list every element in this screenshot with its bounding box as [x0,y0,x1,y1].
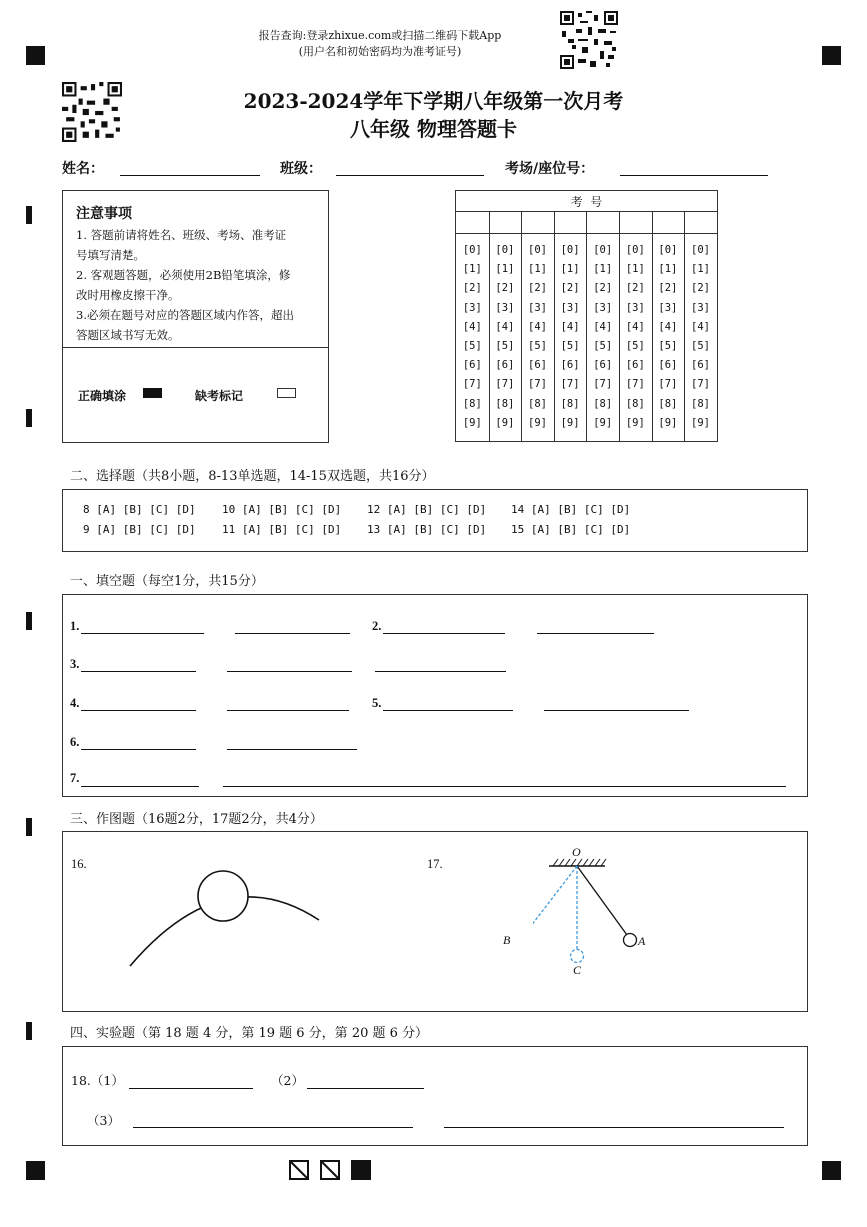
label-b: B [503,933,511,947]
exam-digit-bubble[interactable]: [0] [658,244,678,256]
exam-digit-bubble[interactable]: [1] [495,263,515,276]
label-c: C [573,963,582,977]
exam-digit-bubble[interactable]: [6] [691,359,710,372]
exam-digit-bubble[interactable]: [0] [528,244,547,256]
fill-q5-blank[interactable] [383,710,513,711]
page-title: 2023-2024学年下学期八年级第一次月考 [243,89,624,113]
exam-digit-bubble[interactable]: [5] [593,340,613,353]
exam-digit-bubble[interactable]: [8] [528,397,547,410]
exam-digit-bubble[interactable]: [2] [593,282,613,295]
exam-digit-bubble[interactable]: [9] [495,416,515,429]
fill-q7-blank[interactable] [81,786,199,787]
choice-q14[interactable]: 14 [A] [B] [C] [D] [511,503,631,516]
note-line: 3.必须在题号对应的答题区域内作答，超出 [76,308,294,322]
exam-digit-bubble[interactable]: [3] [691,301,710,314]
exam-digit-bubble[interactable]: [1] [528,263,547,276]
exam-digit-bubble[interactable]: [0] [691,244,710,256]
exam-digit-bubble[interactable]: [5] [462,340,482,353]
exam-digit-bubble[interactable]: [0] [495,244,515,256]
page-marker-crossed [289,1160,309,1180]
exam-digit-bubble[interactable]: [9] [593,416,613,429]
exam-number-grid [455,190,718,442]
fill-q2-blank[interactable] [383,633,505,634]
exp-q18-label: 18.（1） [71,1073,124,1088]
exam-digit-bubble[interactable]: [9] [528,416,547,429]
exam-digit-bubble[interactable]: [5] [625,340,645,353]
exp-part2-label: （2） [271,1073,304,1088]
fill-q3-blank[interactable] [227,671,352,672]
exam-digit-bubble[interactable]: [0] [462,244,482,256]
notes-divider [63,347,328,348]
exam-digit-bubble[interactable]: [3] [495,301,515,314]
fill-q6-blank[interactable] [227,749,357,750]
choice-q11[interactable]: 11 [A] [B] [C] [D] [222,523,342,536]
exam-digit-bubble[interactable]: [6] [593,359,613,372]
report-sub: (用户名和初始密码均为准考证号) [298,45,462,58]
exam-digit-bubble[interactable]: [8] [495,397,515,410]
notes-text [76,225,321,345]
fill-q3-label: 3. [70,657,80,671]
fill-q6-blank[interactable] [81,749,196,750]
exam-number-title: 考 号 [570,195,603,209]
exam-digit-bubble[interactable]: [0] [593,244,613,256]
side-mark [26,409,32,427]
exam-digit-bubble[interactable]: [2] [462,282,482,295]
exam-digit-bubble[interactable]: [2] [495,282,515,295]
draw-q16-label: 16. [71,857,87,871]
fill-box [62,594,808,797]
exam-digit-bubble[interactable]: [5] [691,340,710,353]
exam-digit-bubble[interactable]: [7] [593,378,613,391]
fill-q4-label: 4. [70,696,80,710]
exam-digit-column [619,241,652,433]
exam-digit-bubble[interactable]: [1] [691,263,710,276]
fill-q1-blank[interactable] [81,633,204,634]
exam-digit-bubble[interactable]: [5] [528,340,547,353]
exam-digit-bubble[interactable]: [7] [495,378,515,391]
exam-digit-bubble[interactable]: [8] [625,397,645,410]
exam-digit-bubble[interactable]: [9] [560,416,580,429]
note-line: 1. 答题前请将姓名、班级、考场、准考证 [76,228,287,242]
exam-digit-column [521,241,554,433]
choice-q12[interactable]: 12 [A] [B] [C] [D] [367,503,487,516]
fill-q1-blank[interactable] [235,633,350,634]
choice-box [62,489,808,552]
side-mark [26,206,32,224]
corner-marker-bottom-right [822,1161,841,1180]
exam-digit-bubble[interactable]: [6] [658,359,678,372]
exam-digit-bubble[interactable]: [3] [658,301,678,314]
exam-digit-bubble[interactable]: [4] [691,320,710,333]
name-label: 姓名： [62,161,104,177]
choice-q10[interactable]: 10 [A] [B] [C] [D] [222,503,342,516]
exam-digit-bubble[interactable]: [3] [593,301,613,314]
exp-part3-label: （3） [87,1113,120,1128]
exam-digit-bubble[interactable]: [6] [625,359,645,372]
report-line: 报告查询:登录zhixue.com或扫描二维码下载App [258,29,502,42]
fill-q2-label: 2. [372,619,382,633]
fill-q4-blank[interactable] [81,710,196,711]
page-marker-crossed [320,1160,340,1180]
note-line: 2. 客观题答题，必须使用2B铅笔填涂，修 [76,268,291,282]
side-mark [26,1022,32,1040]
exam-digit-column [652,241,685,433]
exam-digit-bubble[interactable]: [1] [625,263,645,276]
choice-q15[interactable]: 15 [A] [B] [C] [D] [511,523,631,536]
exam-digit-bubble[interactable]: [0] [625,244,645,256]
fill-q5-label: 5. [372,696,382,710]
choice-q13[interactable]: 13 [A] [B] [C] [D] [367,523,487,536]
exam-digit-bubble[interactable]: [8] [658,397,678,410]
exam-digit-bubble[interactable]: [8] [462,397,482,410]
exam-digit-bubble[interactable]: [4] [528,320,547,333]
side-mark [26,612,32,630]
exam-digit-bubble[interactable]: [4] [593,320,613,333]
note-line: 号填写清楚。 [76,248,145,262]
exam-digit-bubble[interactable]: [4] [560,320,580,333]
exam-digit-bubble[interactable]: [9] [625,416,645,429]
fill-q7-blank[interactable] [223,786,786,787]
exp-q18-blank-4[interactable] [444,1127,784,1128]
exam-digit-bubble[interactable]: [9] [462,416,482,429]
exam-digit-bubble[interactable]: [1] [593,263,613,276]
exam-digit-bubble[interactable]: [7] [462,378,482,391]
exam-digit-bubble[interactable]: [2] [625,282,645,295]
name-field[interactable] [120,175,260,176]
exam-digit-bubble[interactable]: [0] [560,244,580,256]
fill-q5-blank[interactable] [544,710,689,711]
exam-digit-column [489,241,522,433]
fill-q2-blank[interactable] [537,633,654,634]
exam-digit-bubble[interactable]: [8] [691,397,710,410]
correct-fill-sample [143,388,162,398]
exam-digit-bubble[interactable]: [4] [625,320,645,333]
exam-digit-bubble[interactable]: [8] [560,397,580,410]
exam-digit-bubble[interactable]: [7] [528,378,547,391]
exam-digit-bubble[interactable]: [2] [528,282,547,295]
exam-digit-bubble[interactable]: [3] [462,301,482,314]
exam-digit-bubble[interactable]: [4] [658,320,678,333]
corner-marker-bottom-left [26,1161,45,1180]
page-marker-filled [351,1160,371,1180]
absent-mark-label: 缺考标记 [195,389,244,403]
exp-q18-blank-2[interactable] [307,1088,424,1089]
exam-digit-bubble[interactable]: [1] [560,263,580,276]
exam-digit-bubble[interactable]: [5] [560,340,580,353]
fill-q3-blank[interactable] [375,671,506,672]
seat-field[interactable] [620,175,768,176]
exam-digit-bubble[interactable]: [5] [658,340,678,353]
exam-digit-bubble[interactable]: [2] [691,282,710,295]
seat-label: 考场/座位号： [505,161,595,177]
exam-digit-bubble[interactable]: [7] [691,378,710,391]
section-draw-title: 三、作图题（16题2分，17题2分，共4分） [70,812,323,827]
qr-code-top [560,11,618,69]
exam-digit-bubble[interactable]: [1] [658,263,678,276]
fill-q6-label: 6. [70,735,80,749]
page-subtitle: 八年级 物理答题卡 [350,117,517,141]
absent-mark-box[interactable] [277,388,296,398]
notes-title: 注意事项 [76,206,132,222]
exam-digit-bubble[interactable]: [3] [625,301,645,314]
exam-digit-bubble[interactable]: [4] [495,320,515,333]
exam-digit-bubble[interactable]: [9] [691,416,710,429]
exp-box [62,1046,808,1146]
exam-digit-bubble[interactable]: [7] [560,378,580,391]
exam-digit-bubble[interactable]: [6] [528,359,547,372]
exam-digit-column [456,241,489,433]
choice-q8[interactable]: 8 [A] [B] [C] [D] [83,503,196,516]
side-mark [26,818,32,836]
correct-fill-label: 正确填涂 [78,389,127,403]
exam-digit-bubble[interactable]: [5] [495,340,515,353]
class-field[interactable] [336,175,484,176]
exam-digit-bubble[interactable]: [6] [462,359,482,372]
exam-digit-column [684,241,717,433]
draw-q17-label: 17. [427,857,443,871]
class-label: 班级： [280,161,322,177]
note-line: 改时用橡皮擦干净。 [76,288,180,302]
exam-digit-bubble[interactable]: [3] [560,301,580,314]
exam-digit-bubble[interactable]: [7] [625,378,645,391]
exam-digit-column [586,241,619,433]
note-line: 答题区域书写无效。 [76,328,180,342]
fill-q3-blank[interactable] [81,671,196,672]
exam-digit-bubble[interactable]: [6] [560,359,580,372]
exp-q18-blank-3[interactable] [133,1127,413,1128]
section-fill-title: 一、填空题（每空1分，共15分） [70,574,264,589]
exp-q18-blank-1[interactable] [129,1088,253,1089]
fill-q7-label: 7. [70,771,80,785]
exam-digit-bubble[interactable]: [3] [528,301,547,314]
section-exp-title: 四、实验题（第 18 题 4 分，第 19 题 6 分，第 20 题 6 分） [70,1026,429,1041]
pendulum-figure [533,844,693,984]
exam-digit-bubble[interactable]: [2] [658,282,678,295]
label-a: A [638,934,646,948]
draw-box [62,831,808,1012]
exam-digit-bubble[interactable]: [6] [495,359,515,372]
label-o: O [572,845,581,859]
corner-marker-top-left [26,46,45,65]
exam-digit-bubble[interactable]: [7] [658,378,678,391]
fill-q1-label: 1. [70,619,80,633]
notes-box [62,190,329,443]
exam-digit-bubble[interactable]: [9] [658,416,678,429]
exam-digit-column [554,241,587,433]
exam-digit-bubble[interactable]: [4] [462,320,482,333]
ball-on-curve-figure [123,862,323,972]
exam-digit-bubble[interactable]: [2] [560,282,580,295]
exam-digit-bubble[interactable]: [1] [462,263,482,276]
fill-q4-blank[interactable] [227,710,349,711]
section-choice-title: 二、选择题（共8小题，8-13单选题，14-15双选题，共16分） [70,469,435,484]
choice-q9[interactable]: 9 [A] [B] [C] [D] [83,523,196,536]
exam-digit-bubble[interactable]: [8] [593,397,613,410]
corner-marker-top-right [822,46,841,65]
